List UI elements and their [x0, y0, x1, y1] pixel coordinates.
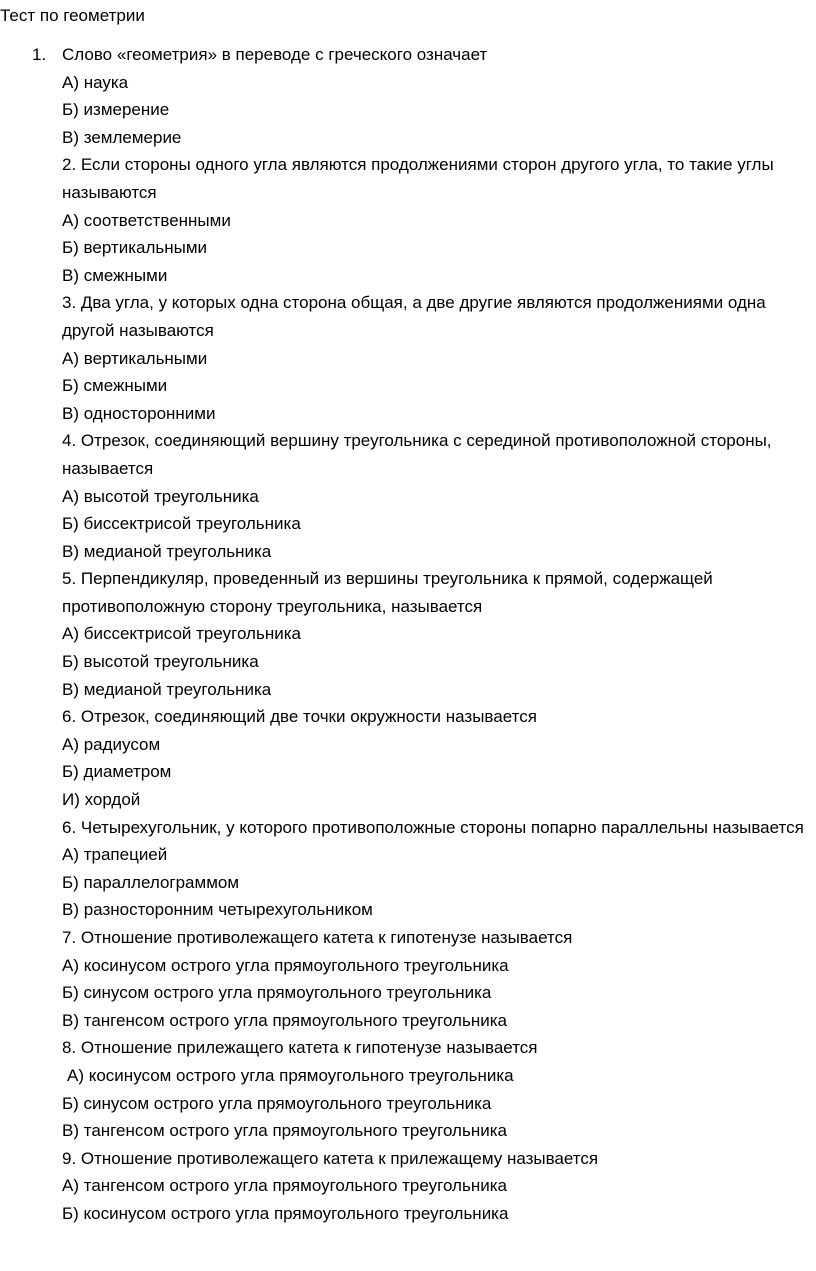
answer-option: А) косинусом острого угла прямоугольного треугольника [67, 1065, 514, 1085]
question-text: Слово «геометрия» в переводе с греческого означает [62, 45, 488, 64]
answer-option: Б) вертикальными [62, 238, 208, 258]
answer-option: В) землемерие [62, 127, 182, 147]
answer-option: Б) диаметром [62, 762, 172, 782]
answer-option: А) тангенсом острого угла прямоугольного треугольника [62, 1176, 507, 1196]
question-1 [32, 41, 814, 69]
answer-option: А) трапецией [62, 845, 168, 865]
answer-option: А) высотой треугольника [62, 486, 259, 506]
answer-option: Б) параллелограммом [62, 872, 240, 892]
answer-option: Б) биссектрисой треугольника [62, 514, 301, 534]
answer-option: Б) косинусом острого угла прямоугольного треугольника [62, 1203, 509, 1223]
answer-option: И) хордой [62, 790, 141, 810]
question-text: 6. Четырехугольник, у которого противоположные стороны попарно параллельны называется [62, 817, 804, 837]
question-number: 1. [32, 45, 47, 64]
question-text: 5. Перпендикуляр, проведенный из вершины треугольника к прямой, содержащей противоположную сторону треугольника, называется [62, 569, 713, 616]
answer-option: В) смежными [62, 265, 168, 285]
answer-option: Б) синусом острого угла прямоугольного треугольника [62, 1093, 492, 1113]
question-text: 3. Два угла, у которых одна сторона общая, а две другие являются продолжениями одна другой называются [62, 293, 766, 340]
answer-option: А) радиусом [62, 734, 161, 754]
answer-option: В) медианой треугольника [62, 541, 272, 561]
answer-option: А) биссектрисой треугольника [62, 624, 301, 644]
question-text: 9. Отношение противолежащего катета к прилежащему называется [62, 1148, 599, 1168]
answer-option: В) односторонними [62, 403, 216, 423]
question-text: 7. Отношение противолежащего катета к гипотенузе называется [62, 928, 573, 947]
question-text: 6. Отрезок, соединяющий две точки окружности называется [62, 707, 537, 727]
question-list [32, 41, 814, 1228]
answer-option: В) тангенсом острого угла прямоугольного треугольника [62, 1121, 507, 1141]
answer-option: А) косинусом острого угла прямоугольного треугольника [62, 955, 509, 975]
question-text: 4. Отрезок, соединяющий вершину треугольника с серединой противоположной стороны, называется [62, 431, 772, 478]
answer-option: Б) высотой треугольника [62, 652, 259, 672]
answer-option: В) тангенсом острого угла прямоугольного треугольника [62, 1010, 507, 1030]
answer-option: Б) измерение [62, 100, 170, 120]
question-text: 2. Если стороны одного угла являются продолжениями сторон другого угла, то такие углы называются [62, 155, 774, 202]
answer-option: Б) синусом острого угла прямоугольного треугольника [62, 983, 492, 1003]
answer-option: А) наука [62, 72, 129, 92]
answer-option: В) медианой треугольника [62, 679, 272, 699]
answer-option: А) вертикальными [62, 348, 208, 368]
answer-option: А) соответственными [62, 210, 231, 230]
answer-option: В) разносторонним четырехугольником [62, 900, 373, 920]
page-title: Тест по геометрии [0, 6, 145, 25]
answer-option: Б) смежными [62, 376, 168, 396]
question-text: 8. Отношение прилежащего катета к гипотенузе называется [62, 1038, 538, 1058]
